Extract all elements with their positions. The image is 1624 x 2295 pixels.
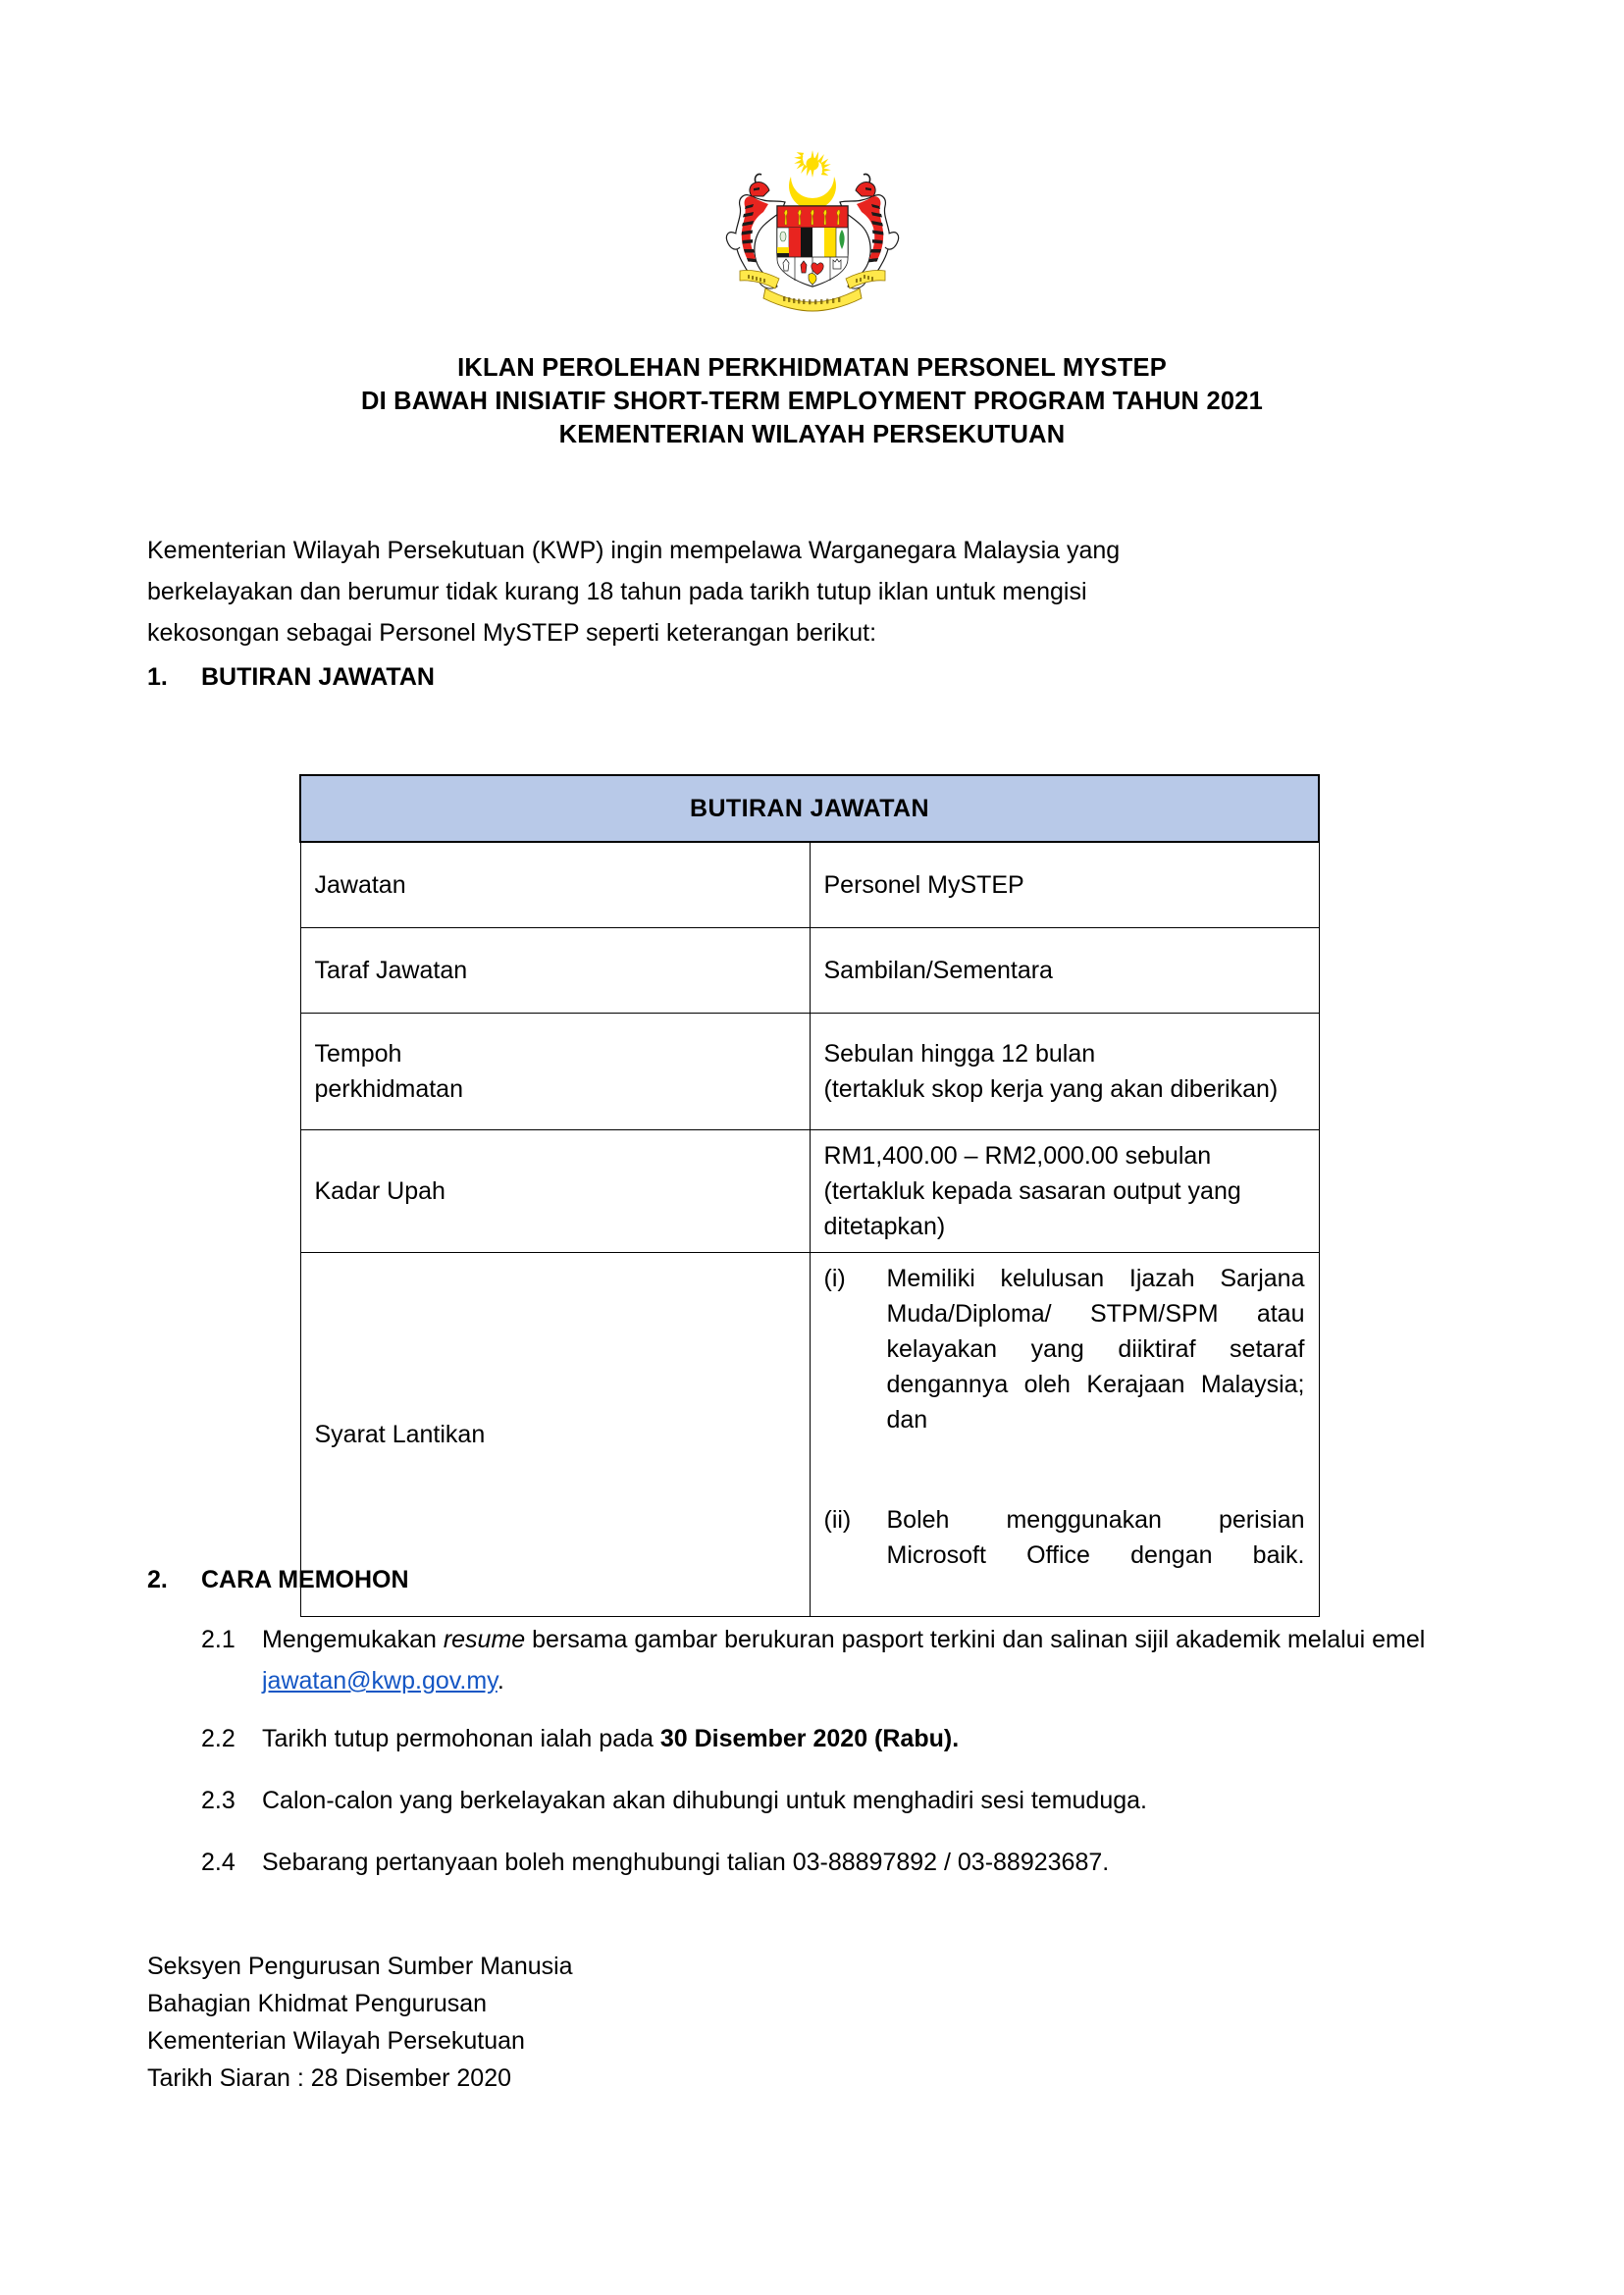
item-2-2-text-end: . bbox=[952, 1725, 960, 1752]
item-2-4-text: Sebarang pertanyaan boleh menghubungi talian 03-88897892 / 03-88923687. bbox=[262, 1849, 1110, 1876]
row-label-syarat-lantikan: Syarat Lantikan bbox=[300, 1253, 810, 1617]
row-value-kadar-upah bbox=[810, 1130, 1319, 1253]
item-2-1-text bbox=[262, 1619, 1487, 1701]
coat-of-arms-container bbox=[0, 145, 1624, 312]
table-row-jawatan bbox=[300, 842, 1319, 928]
title-line-3: KEMENTERIAN WILAYAH PERSEKUTUAN bbox=[558, 421, 1066, 448]
title-line-2: DI BAWAH INISIATIF SHORT-TERM EMPLOYMENT PROGRAM TAHUN 2021 bbox=[361, 388, 1263, 415]
intro-line-2: berkelayakan dan berumur tidak kurang 18 tahun pada tarikh tutup iklan untuk mengisi bbox=[147, 578, 1087, 605]
footer-line-3: Kementerian Wilayah Persekutuan bbox=[147, 2027, 525, 2055]
row-label-kadar-upah: Kadar Upah bbox=[300, 1130, 810, 1253]
table-row-taraf-jawatan bbox=[300, 928, 1319, 1014]
syarat-item-text: Memiliki kelulusan Ijazah Sarjana Muda/Diploma/ STPM/SPM atau kelayakan yang diiktiraf setaraf dengannya oleh Kerajaan Malaysia; dan bbox=[886, 1265, 1305, 1434]
item-2-1-number: 2.1 bbox=[201, 1626, 236, 1653]
crescent-icon bbox=[789, 177, 836, 210]
item-2-3-text: Calon-calon yang berkelayakan akan dihubungi untuk menghadiri sesi temuduga. bbox=[262, 1787, 1147, 1814]
footer-line-2: Bahagian Khidmat Pengurusan bbox=[147, 1990, 488, 2017]
cara-memohon-item-2-3 bbox=[201, 1780, 1487, 1821]
syarat-item bbox=[824, 1502, 1305, 1608]
item-2-1-text-middle: bersama gambar berukuran pasport terkini dan salinan sijil akademik melalui emel bbox=[525, 1626, 1426, 1653]
item-2-1-text-end: . bbox=[497, 1667, 504, 1695]
syarat-item-number: (ii) bbox=[823, 1506, 852, 1534]
butiran-jawatan-table-wrapper bbox=[299, 774, 1320, 1617]
row-value-tempoh-line-1: Sebulan hingga 12 bulan bbox=[823, 1040, 1096, 1068]
table-header-cell: BUTIRAN JAWATAN bbox=[300, 775, 1319, 842]
intro-paragraph bbox=[147, 530, 1485, 653]
syarat-list bbox=[824, 1261, 1305, 1608]
footer-line-4: Tarikh Siaran : 28 Disember 2020 bbox=[147, 2064, 512, 2092]
footer-line-1: Seksyen Pengurusan Sumber Manusia bbox=[147, 1953, 573, 1980]
row-value-jawatan: Personel MySTEP bbox=[810, 842, 1319, 928]
section-1-label: BUTIRAN JAWATAN bbox=[201, 663, 435, 691]
row-label-tempoh bbox=[300, 1014, 810, 1130]
table-row-kadar-upah bbox=[300, 1130, 1319, 1253]
row-label-jawatan: Jawatan bbox=[300, 842, 810, 928]
item-2-3-number: 2.3 bbox=[201, 1787, 236, 1814]
shield-icon bbox=[777, 206, 848, 287]
syarat-item-number: (i) bbox=[823, 1265, 846, 1292]
row-value-kadar-upah-line-1: RM1,400.00 – RM2,000.00 sebulan bbox=[823, 1142, 1212, 1170]
document-footer bbox=[147, 1948, 573, 2097]
section-1-heading bbox=[147, 663, 435, 692]
item-2-2-text-before: Tarikh tutup permohonan ialah pada bbox=[262, 1725, 660, 1752]
row-value-kadar-upah-line-2: (tertakluk kepada sasaran output yang ditetapkan) bbox=[823, 1177, 1241, 1240]
row-value-taraf-jawatan: Sambilan/Sementara bbox=[810, 928, 1319, 1014]
jata-negara-icon bbox=[714, 145, 911, 312]
row-value-tempoh bbox=[810, 1014, 1319, 1130]
row-label-taraf-jawatan: Taraf Jawatan bbox=[300, 928, 810, 1014]
table-row-syarat-lantikan bbox=[300, 1253, 1319, 1617]
star-icon bbox=[794, 150, 831, 178]
table-row-tempoh bbox=[300, 1014, 1319, 1130]
syarat-item bbox=[824, 1261, 1305, 1473]
row-label-tempoh-line-2: perkhidmatan bbox=[314, 1075, 463, 1103]
section-1-number: 1. bbox=[147, 663, 168, 691]
intro-line-3: kekosongan sebagai Personel MySTEP seperti keterangan berikut: bbox=[147, 619, 877, 647]
item-2-1-text-before: Mengemukakan bbox=[262, 1626, 444, 1653]
intro-line-1: Kementerian Wilayah Persekutuan (KWP) ingin mempelawa Warganegara Malaysia yang bbox=[147, 537, 1121, 564]
section-2-heading bbox=[147, 1566, 409, 1594]
table-header-row bbox=[300, 775, 1319, 842]
item-2-1-italic-word: resume bbox=[443, 1626, 526, 1653]
email-link[interactable]: jawatan@kwp.gov.my bbox=[262, 1667, 498, 1695]
butiran-jawatan-table bbox=[299, 774, 1320, 1617]
cara-memohon-item-2-1 bbox=[201, 1619, 1487, 1701]
syarat-item-text: Boleh menggunakan perisian Microsoft Office dengan baik. bbox=[886, 1506, 1305, 1569]
item-2-2-deadline-date: 30 Disember 2020 (Rabu) bbox=[659, 1725, 953, 1752]
cara-memohon-item-2-4 bbox=[201, 1842, 1487, 1883]
item-2-2-text bbox=[262, 1718, 1487, 1759]
cara-memohon-item-2-2 bbox=[201, 1718, 1487, 1759]
document-title bbox=[0, 351, 1624, 451]
item-2-2-number: 2.2 bbox=[201, 1725, 236, 1752]
item-2-4-number: 2.4 bbox=[201, 1849, 236, 1876]
row-value-syarat-lantikan bbox=[810, 1253, 1319, 1617]
section-2-label: CARA MEMOHON bbox=[201, 1566, 409, 1593]
row-label-tempoh-line-1: Tempoh bbox=[314, 1040, 402, 1068]
row-value-tempoh-line-2: (tertakluk skop kerja yang akan diberikan) bbox=[823, 1075, 1279, 1103]
title-line-1: IKLAN PEROLEHAN PERKHIDMATAN PERSONEL MYSTEP bbox=[457, 354, 1167, 382]
section-2-number: 2. bbox=[147, 1566, 168, 1593]
